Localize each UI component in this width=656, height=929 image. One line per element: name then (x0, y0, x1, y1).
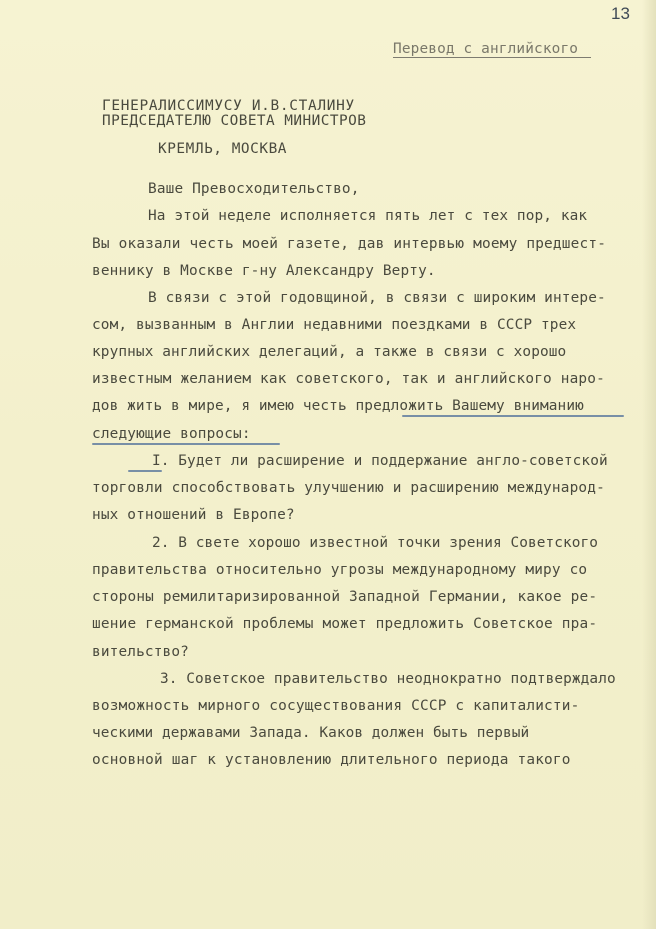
question-2-line-1: 2. В свете хорошо известной точки зрения Советского (152, 535, 598, 551)
address-line-1: ГЕНЕРАЛИССИМУСУ И.В.СТАЛИНУ (102, 98, 355, 114)
address-line-2: ПРЕДСЕДАТЕЛЮ СОВЕТА МИНИСТРОВ (102, 113, 367, 129)
body-line-5: сом, вызванным в Англии недавними поездками в СССР трех (92, 317, 577, 333)
blue-pencil-underline (402, 415, 624, 417)
translation-header: Перевод с английского (393, 41, 579, 57)
question-3-line-1: 3. Советское правительство неоднократно подтверждало (160, 671, 616, 687)
body-line-3: веннику в Москве г-ну Александру Верту. (92, 263, 436, 279)
body-line-1: На этой неделе исполняется пять лет с тех пор, как (148, 208, 588, 224)
question-1-line-2: торговли способствовать улучшению и расширению международ- (92, 480, 605, 496)
question-1-line-3: ных отношений в Европе? (92, 507, 295, 523)
address-line-3: КРЕМЛЬ, МОСКВА (158, 141, 287, 157)
body-line-9: следующие вопросы: (92, 426, 251, 442)
question-1-line-1: I. Будет ли расширение и поддержание англо-советской (152, 453, 608, 469)
salutation: Ваше Превосходительство, (148, 181, 360, 197)
question-3-line-4: основной шаг к установлению длительного периода такого (92, 752, 571, 768)
question-2-line-3: стороны ремилитаризированной Западной Германии, какое ре- (92, 589, 598, 605)
body-line-4: В связи с этой годовщиной, в связи с широким интере- (148, 290, 606, 306)
body-line-7: известным желанием как советского, так и английского наро- (92, 371, 605, 387)
question-2-line-2: правительства относительно угрозы международному миру со (92, 562, 588, 578)
question-3-line-2: возможность мирного сосуществования СССР с капиталисти- (92, 698, 580, 714)
body-line-2: Вы оказали честь моей газете, дав интервью моему предшест- (92, 236, 607, 252)
blue-pencil-underline (92, 443, 280, 445)
header-underline (393, 57, 591, 58)
page-edge-shadow (642, 0, 656, 929)
question-2-line-5: вительство? (92, 644, 189, 660)
blue-pencil-mark (128, 470, 162, 472)
question-3-line-3: ческими державами Запада. Каков должен быть первый (92, 725, 530, 741)
question-2-line-4: шение германской проблемы может предложить Советское пра- (92, 616, 598, 632)
handwritten-page-number: 13 (611, 4, 630, 23)
body-line-6: крупных английских делегаций, а также в связи с хорошо (92, 344, 567, 360)
body-line-8: дов жить в мире, я имею честь предложить Вашему вниманию (92, 398, 584, 414)
